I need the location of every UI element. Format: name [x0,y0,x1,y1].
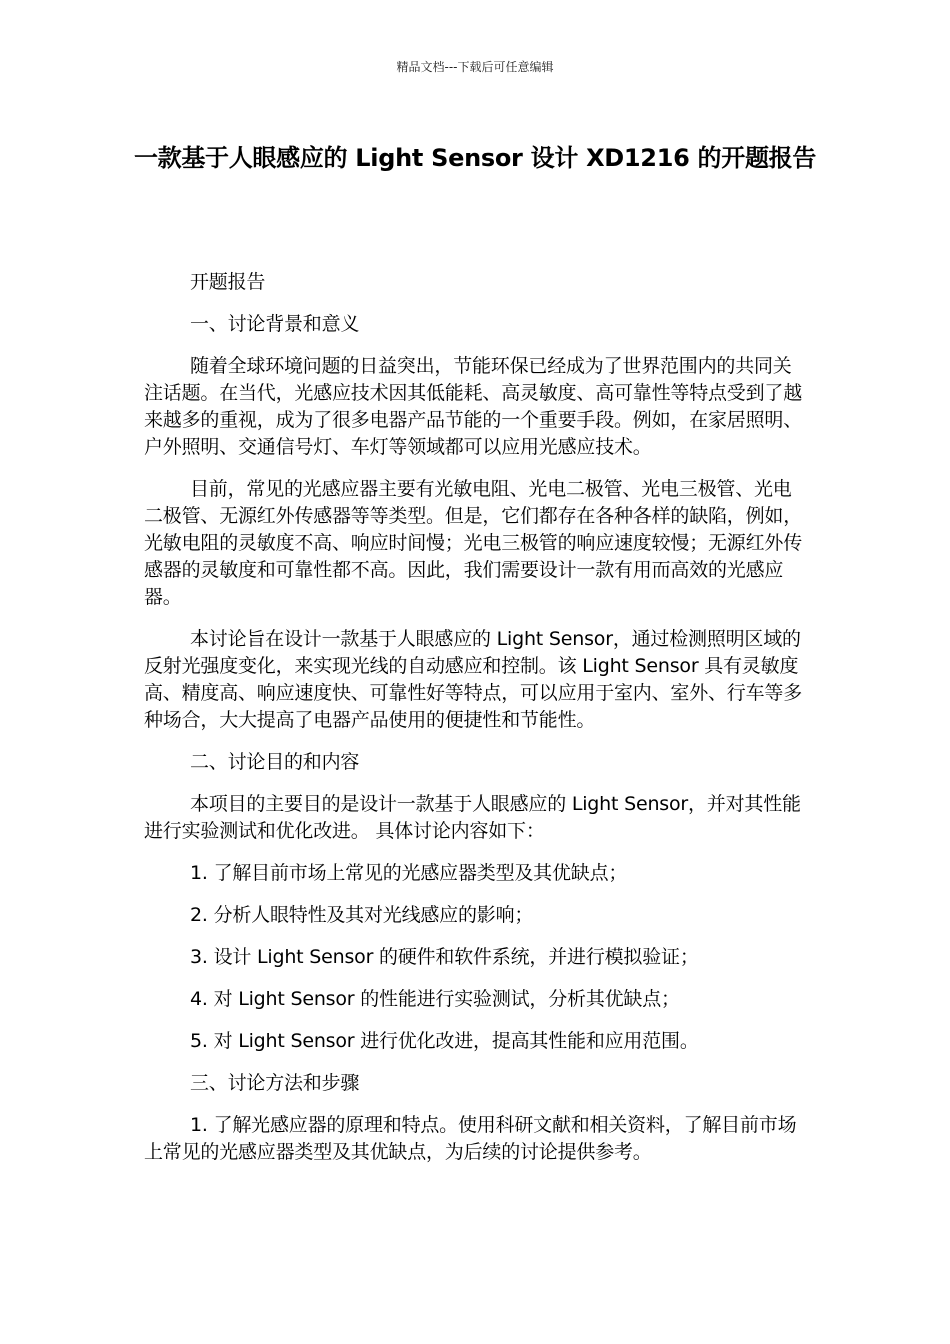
page-header: 精品文档---下载后可任意编辑 [396,60,554,74]
list-item: 1. 了解光感应器的原理和特点。使用科研文献和相关资料，了解目前市场上常见的光感应器类型及其优缺点，为后续的讨论提供参考。 [144,1114,797,1163]
section-label: 开题报告 [190,271,266,293]
list-item: 1. 了解目前市场上常见的光感应器类型及其优缺点； [190,862,628,884]
document-title: 一款基于人眼感应的 Light Sensor 设计 XD1216 的开题报告 [133,144,817,172]
section-heading-1: 一、讨论背景和意义 [190,313,360,335]
list-item: 3. 设计 Light Sensor 的硬件和软件系统，并进行模拟验证； [190,946,699,968]
section-heading-3: 三、讨论方法和步骤 [190,1072,360,1094]
paragraph: 目前，常见的光感应器主要有光敏电阻、光电二极管、光电三极管、光电二极管、无源红外传感器等等类型。但是，它们都存在各种各样的缺陷，例如，光敏电阻的灵敏度不高、响应时间慢；光电三极管的响应速度较慢；无源红外传感器的灵敏度和可靠性都不高。因此，我们需要设计一款有用而高效的光感应器。 [144,478,803,608]
document-body [144,269,804,1181]
paragraph: 本项目的主要目的是设计一款基于人眼感应的 Light Sensor，并对其性能进行实验测试和优化改进。 具体讨论内容如下： [144,793,801,842]
list-item: 5. 对 Light Sensor 进行优化改进，提高其性能和应用范围。 [190,1030,699,1052]
paragraph: 本讨论旨在设计一款基于人眼感应的 Light Sensor，通过检测照明区域的反射光强度变化，来实现光线的自动感应和控制。该 Light Sensor 具有灵敏度高、精度高、响应速度快、可靠性好等特点，可以应用于室内、室外、行车等多种场合，大大提高了电器产品使用的便捷性和节能性。 [144,628,803,731]
list-item: 4. 对 Light Sensor 的性能进行实验测试，分析其优缺点； [190,988,680,1010]
paragraph: 随着全球环境问题的日益突出，节能环保已经成为了世界范围内的共同关注话题。在当代，光感应技术因其低能耗、高灵敏度、高可靠性等特点受到了越来越多的重视，成为了很多电器产品节能的一个重要手段。例如，在家居照明、户外照明、交通信号灯、车灯等领域都可以应用光感应技术。 [144,355,803,458]
section-heading-2: 二、讨论目的和内容 [190,751,360,773]
list-item: 2. 分析人眼特性及其对光线感应的影响； [190,904,534,926]
